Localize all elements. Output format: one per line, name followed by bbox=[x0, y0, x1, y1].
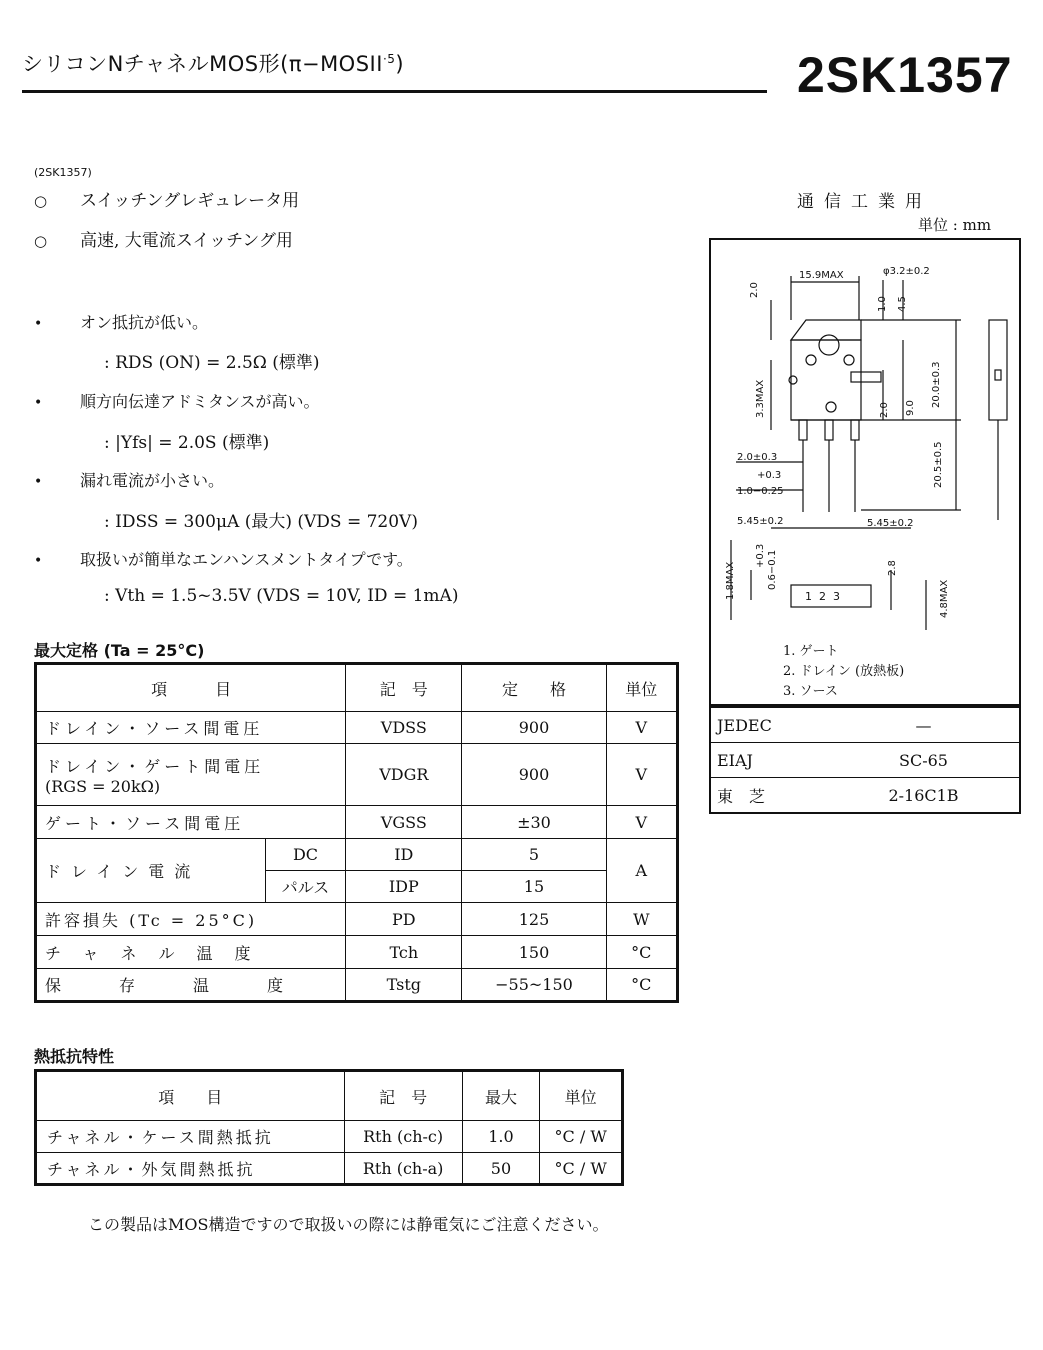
dim-label: 0.6−0.1 bbox=[767, 549, 778, 590]
feature-item: • 順方向伝達アドミタンスが高い。 bbox=[34, 392, 320, 411]
table-row bbox=[36, 744, 678, 806]
rating-cell: 5 bbox=[462, 839, 606, 871]
dim-label: 2.0 bbox=[749, 282, 760, 298]
table-row bbox=[36, 806, 678, 839]
unit-cell: A bbox=[606, 839, 677, 903]
package-outline-box bbox=[709, 238, 1021, 706]
unit-cell: V bbox=[606, 744, 677, 806]
max-ratings-table bbox=[34, 662, 679, 1003]
feature-value: : RDS (ON) = 2.5Ω (標準) bbox=[104, 353, 320, 373]
unit-cell: °C bbox=[606, 936, 677, 969]
application-item: ○ 高速, 大電流スイッチング用 bbox=[34, 231, 293, 251]
dim-label: 1.8MAX bbox=[725, 561, 736, 600]
feature-value: : IDSS = 300μA (最大) (VDS = 720V) bbox=[104, 512, 418, 532]
unit-cell: °C / W bbox=[540, 1153, 623, 1185]
dim-label: 20.0±0.3 bbox=[931, 361, 942, 408]
dim-label: 3.3MAX bbox=[755, 379, 766, 418]
max-cell: 50 bbox=[462, 1153, 540, 1185]
symbol-cell: VGSS bbox=[346, 806, 462, 839]
dim-label: 5.45±0.2 bbox=[737, 516, 784, 527]
symbol-cell: Tch bbox=[346, 936, 462, 969]
unit-cell: °C bbox=[606, 969, 677, 1002]
thermal-table bbox=[34, 1069, 624, 1186]
item-cell: チャネル・ケース間熱抵抗 bbox=[36, 1121, 345, 1153]
column-header: 記 号 bbox=[344, 1071, 462, 1121]
standard-label: 東 芝 bbox=[717, 786, 766, 806]
dim-label: 2.0 bbox=[879, 402, 890, 418]
feature-item: • 取扱いが簡単なエンハンスメントタイプです。 bbox=[34, 550, 413, 569]
feature-value: : Vth = 1.5~3.5V (VDS = 10V, ID = 1mA) bbox=[104, 586, 459, 606]
feature-item: • 漏れ電流が小さい。 bbox=[34, 471, 225, 490]
footer-note: この製品はMOS構造ですので取扱いの際には静電気にご注意ください。 bbox=[88, 1215, 609, 1234]
dim-label: 20.5±0.5 bbox=[933, 441, 944, 488]
rating-cell: ±30 bbox=[462, 806, 606, 839]
table-row bbox=[36, 712, 678, 744]
standard-value: 2-16C1B bbox=[888, 785, 959, 805]
unit-cell: °C / W bbox=[540, 1121, 623, 1153]
rating-cell: 150 bbox=[462, 936, 606, 969]
symbol-cell: IDP bbox=[346, 871, 462, 903]
standard-label: JEDEC bbox=[710, 707, 828, 743]
symbol-cell: PD bbox=[346, 903, 462, 936]
dim-label: 4.8MAX bbox=[939, 579, 950, 618]
column-header: 単位 bbox=[606, 664, 677, 712]
column-header: 項 目 bbox=[36, 664, 346, 712]
pin-legend bbox=[783, 642, 904, 702]
rating-cell: 900 bbox=[462, 744, 606, 806]
column-header: 単位 bbox=[540, 1071, 623, 1121]
dim-width: 15.9MAX bbox=[799, 270, 844, 281]
item-cell: ゲート・ソース間電圧 bbox=[36, 806, 346, 839]
dim-label: 2.8 bbox=[887, 560, 898, 576]
symbol-cell: VDSS bbox=[346, 712, 462, 744]
unit-label: 単位 : mm bbox=[918, 216, 992, 234]
unit-cell: V bbox=[606, 712, 677, 744]
pin-item: 2. ドレイン (放熱板) bbox=[783, 664, 905, 679]
rating-cell: 900 bbox=[462, 712, 606, 744]
column-header: 記 号 bbox=[346, 664, 462, 712]
dim-label: +0.3 bbox=[757, 470, 782, 481]
max-cell: 1.0 bbox=[462, 1121, 540, 1153]
application-item: ○ スイッチングレギュレータ用 bbox=[34, 191, 300, 211]
symbol-cell: VDGR bbox=[346, 744, 462, 806]
max-ratings-title: 最大定格 (Ta = 25°C) bbox=[34, 641, 205, 660]
thermal-title: 熱抵抗特性 bbox=[34, 1047, 115, 1066]
dim-label: 4.5 bbox=[897, 296, 908, 312]
dim-label: 9.0 bbox=[905, 400, 916, 416]
part-number: 2SK1357 bbox=[797, 47, 1013, 103]
unit-cell: W bbox=[606, 903, 677, 936]
symbol-cell: ID bbox=[346, 839, 462, 871]
table-row bbox=[36, 936, 678, 969]
ref-label: (2SK1357) bbox=[34, 166, 92, 179]
symbol-cell: Rth (ch-a) bbox=[344, 1153, 462, 1185]
sub-item-cell: パルス bbox=[265, 871, 345, 903]
table-header-row bbox=[36, 1071, 623, 1121]
dim-label: 1.0−0.25 bbox=[737, 486, 784, 497]
table-row bbox=[36, 1153, 623, 1185]
sub-item-cell: DC bbox=[265, 839, 345, 871]
table-row bbox=[710, 778, 1020, 814]
standard-value: SC-65 bbox=[828, 743, 1020, 778]
table-row bbox=[710, 707, 1020, 743]
document-title: シリコンNチャネルMOS形$(\pi-MOSII^{\cdot 5})$ bbox=[22, 52, 405, 76]
category-label: 通信工業用 bbox=[797, 192, 932, 212]
standard-value: — bbox=[828, 707, 1020, 743]
feature-item: • オン抵抗が低い。 bbox=[34, 313, 209, 332]
table-row bbox=[36, 969, 678, 1002]
rating-cell: 15 bbox=[462, 871, 606, 903]
symbol-cell: Rth (ch-c) bbox=[344, 1121, 462, 1153]
table-row bbox=[710, 743, 1020, 778]
pin-item: 1. ゲート bbox=[783, 644, 839, 659]
table-row bbox=[36, 1121, 623, 1153]
unit-cell: V bbox=[606, 806, 677, 839]
item-cell: チャネル温度 bbox=[36, 936, 346, 969]
header-rule bbox=[22, 90, 767, 93]
package-standards-table bbox=[709, 706, 1021, 814]
item-cell: 許容損失 (Tc = 25°C) bbox=[36, 903, 346, 936]
item-cell: ドレイン・ソース間電圧 bbox=[36, 712, 346, 744]
item-cell: 保存温度 bbox=[36, 969, 346, 1002]
pin-item: 3. ソース bbox=[783, 684, 838, 699]
dim-hole: φ3.2±0.2 bbox=[883, 266, 930, 277]
dim-label: +0.3 bbox=[755, 543, 766, 568]
dim-label: 2.0±0.3 bbox=[737, 452, 778, 463]
column-header: 項 目 bbox=[36, 1071, 345, 1121]
table-row bbox=[36, 839, 678, 871]
dim-label: 5.45±0.2 bbox=[867, 518, 914, 529]
dim-label: 1.0 bbox=[877, 296, 888, 312]
table-header-row bbox=[36, 664, 678, 712]
rating-cell: −55~150 bbox=[462, 969, 606, 1002]
table-row bbox=[36, 903, 678, 936]
item-cell: チャネル・外気間熱抵抗 bbox=[36, 1153, 345, 1185]
standard-label: EIAJ bbox=[710, 743, 828, 778]
column-header: 定 格 bbox=[462, 664, 606, 712]
item-cell: ドレイン電流 bbox=[36, 839, 266, 903]
pin-numbers: 1 2 3 bbox=[805, 590, 840, 603]
symbol-cell: Tstg bbox=[346, 969, 462, 1002]
rating-cell: 125 bbox=[462, 903, 606, 936]
column-header: 最大 bbox=[462, 1071, 540, 1121]
item-cell: ドレイン・ゲート間電圧 (RGS = 20kΩ) bbox=[36, 744, 346, 806]
feature-value: : |Yfs| = 2.0S (標準) bbox=[104, 433, 270, 453]
